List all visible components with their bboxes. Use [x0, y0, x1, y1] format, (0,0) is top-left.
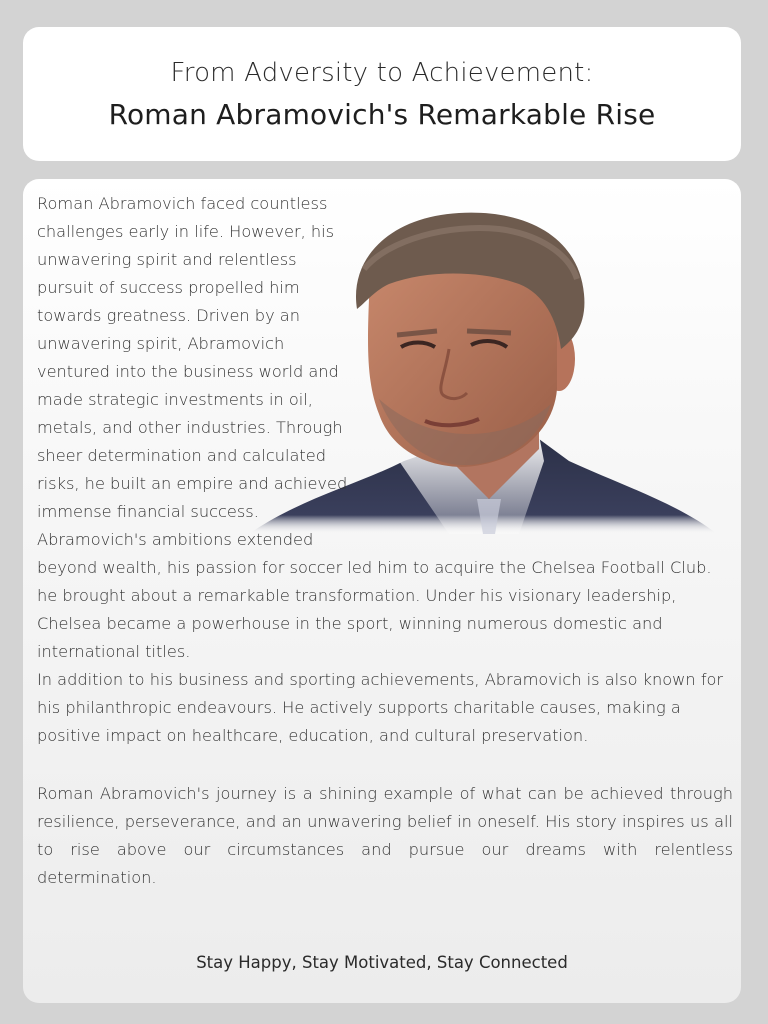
signoff-text: Stay Happy, Stay Motivated, Stay Connected — [196, 953, 568, 972]
title-card — [23, 27, 741, 161]
article-body — [37, 190, 733, 892]
paragraph-chelsea: Abramovich's ambitions extended beyond wealth, his passion for soccer led him to acquire the Chelsea Football Club. he brought about a remarkable transformation. Under his visionary leadership, Chelsea became a powerhouse in the sport, winning numerous domestic and international titles. — [37, 530, 712, 661]
image-float-spacer — [353, 190, 733, 552]
paragraph-philanthropy: In addition to his business and sporting achievements, Abramovich is also known for his philanthropic endeavours. He actively supports charitable causes, making a positive impact on healthcare, education, and cultural preservation. — [37, 670, 724, 745]
title-line-1: From Adversity to Achievement: — [170, 58, 594, 88]
content-card — [23, 179, 741, 1003]
paragraph-conclusion: Roman Abramovich's journey is a shining example of what can be achieved through resilience, perseverance, and an unwavering belief in oneself. His story inspires us all to rise above our circumstances and pursue our dreams with relentless determination. — [37, 784, 733, 887]
title-line-2: Roman Abramovich's Remarkable Rise — [108, 98, 656, 131]
paragraph-early-life: Roman Abramovich faced countless challenges early in life. However, his unwavering spirit and relentless pursuit of success propelled him towards greatness. Driven by an unwavering spirit, Abramovich ventured into the business world and made strategic investments in oil, metals, and other industries. Through sheer determination and calculated risks, he built an empire and achieved immense financial success. — [37, 194, 348, 521]
